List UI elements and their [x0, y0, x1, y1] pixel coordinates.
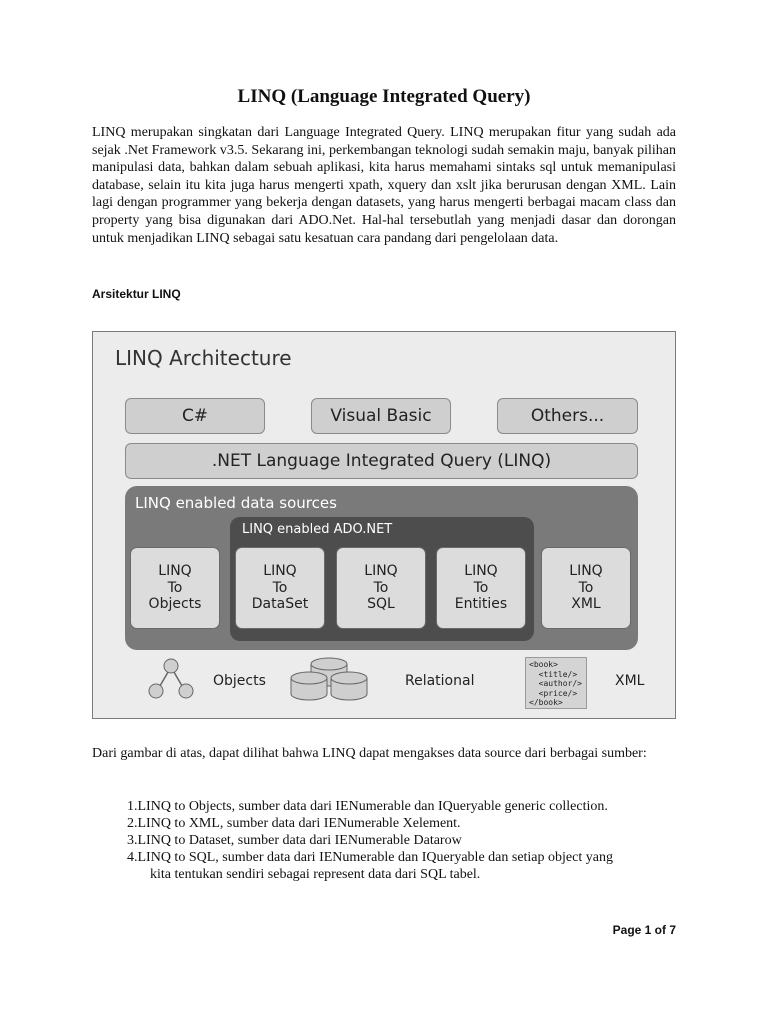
intro-paragraph: LINQ merupakan singkatan dari Language Integrated Query. LINQ merupakan fitur yang sudah ada sejak .Net Framework v3.5. Sekarang ini, perkembangan teknologi sudah semakin maju, banyak pilihan manipulasi data, bahkan dalam sebuah aplikasi, kita harus memahami sintaks sql untuk memanipulasi database, selain itu kita juga harus mengerti xpath, xquery dan xslt jika berurusan dengan XML. Lain lagi dengan programmer yang bekerja dengan datasets, yang harus mengerti berbagai macam class dan property yang bisa digunakan dari ADO.Net. Hal-hal tersebutlah yang menjadi dasar dan dorongan untuk menjadikan LINQ sebagai satu kesatuan cara pandang dari pengelolaan data. [92, 125, 676, 246]
linq-data-sources-panel [125, 486, 638, 650]
data-source-list [127, 798, 676, 883]
provider-linq-to-dataset [235, 547, 325, 629]
provider-linq-to-objects [130, 547, 220, 629]
xml-line: <price/> [529, 688, 578, 698]
page-number: Page 1 of 7 [612, 923, 676, 937]
provider-line: To [272, 579, 288, 596]
list-item: 1.LINQ to Objects, sumber data dari IENumerable dan IQueryable generic collection. [127, 799, 608, 814]
linq-architecture-figure [92, 331, 676, 719]
xml-line: </book> [529, 698, 563, 708]
provider-line: To [473, 579, 489, 596]
figure-title: LINQ Architecture [115, 346, 292, 370]
language-box-csharp: C# [125, 398, 265, 434]
provider-line: LINQ [464, 563, 498, 580]
xml-line: <author/> [529, 679, 582, 689]
provider-line: LINQ [158, 563, 192, 580]
list-item: 3.LINQ to Dataset, sumber data dari IENumerable Datarow [127, 833, 462, 848]
section-heading: Arsitektur LINQ [92, 287, 181, 301]
after-figure-paragraph: Dari gambar di atas, dapat dilihat bahwa LINQ dapat mengakses data source dari berbagai sumber: [92, 746, 647, 761]
data-sources-label: LINQ enabled data sources [135, 494, 337, 512]
provider-line: XML [571, 596, 601, 613]
provider-linq-to-xml [541, 547, 631, 629]
relational-label: Relational [405, 673, 475, 689]
provider-line: To [578, 579, 594, 596]
provider-linq-to-entities [436, 547, 526, 629]
language-box-visual-basic: Visual Basic [311, 398, 451, 434]
provider-line: DataSet [251, 596, 309, 613]
provider-line: SQL [367, 596, 395, 613]
xml-line: <title/> [529, 669, 578, 679]
provider-linq-to-sql [336, 547, 426, 629]
list-item: 2.LINQ to XML, sumber data dari IENumerable Xelement. [127, 816, 461, 831]
xml-snippet [525, 657, 587, 709]
list-item: 4.LINQ to SQL, sumber data dari IENumerable dan IQueryable dan setiap object yang [127, 850, 613, 865]
objects-label: Objects [213, 673, 266, 689]
database-icon [289, 656, 371, 706]
provider-line: LINQ [364, 563, 398, 580]
xml-label: XML [615, 673, 645, 689]
provider-line: Objects [148, 596, 202, 613]
object-graph-icon [145, 657, 197, 701]
linq-bar: .NET Language Integrated Query (LINQ) [125, 443, 638, 479]
provider-line: LINQ [263, 563, 297, 580]
list-item-continuation: kita tentukan sendiri sebagai represent data dari SQL tabel. [150, 867, 481, 882]
xml-line: <book> [529, 660, 558, 669]
provider-line: Entities [454, 596, 508, 613]
language-box-others: Others... [497, 398, 638, 434]
provider-line: To [373, 579, 389, 596]
provider-line: LINQ [569, 563, 603, 580]
document-title: LINQ (Language Integrated Query) [237, 86, 531, 107]
ado-net-label: LINQ enabled ADO.NET [242, 522, 393, 537]
provider-line: To [167, 579, 183, 596]
